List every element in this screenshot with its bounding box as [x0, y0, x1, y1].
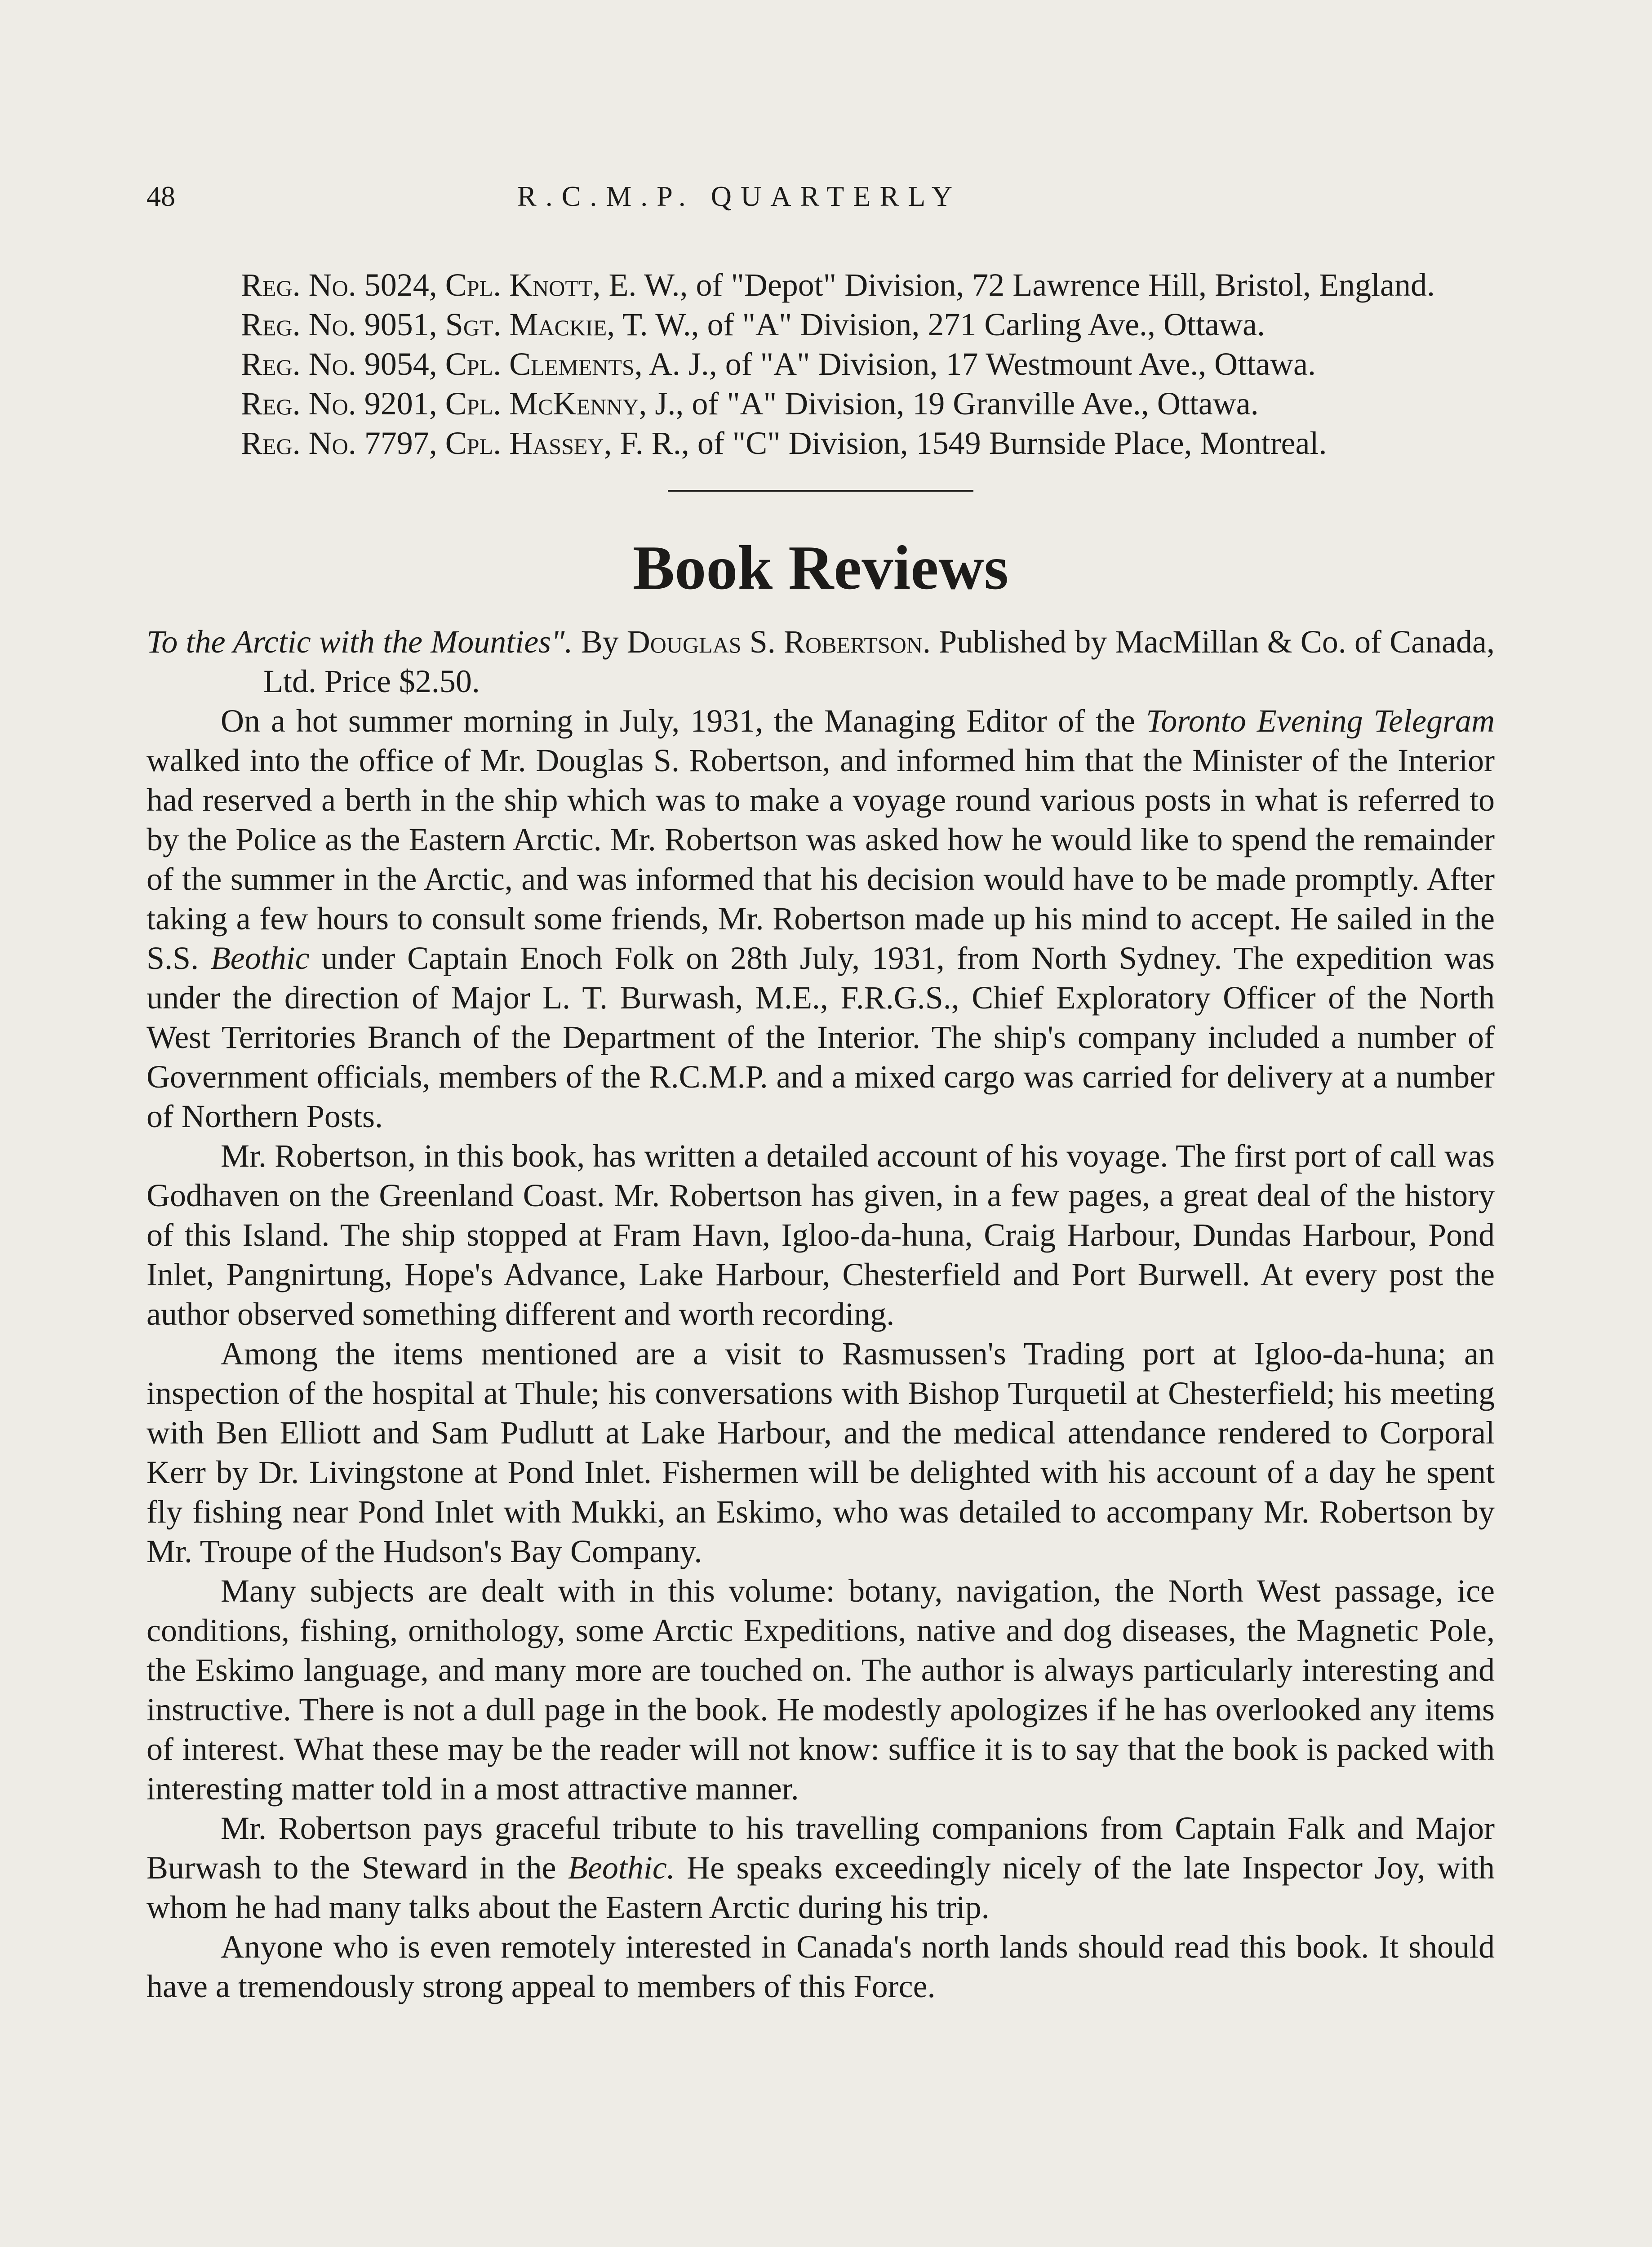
review-paragraph — [147, 701, 1495, 1136]
paragraph-text: On a hot summer morning in July, 1931, the Managing Editor of the — [221, 703, 1146, 739]
book-title: To the Arctic with the Mounties". — [147, 624, 573, 660]
book-author: Douglas S. Robertson. — [626, 624, 931, 660]
personnel-notice — [241, 344, 1495, 384]
notice-details: A. J., of "A" Division, 17 Westmount Ave., Ottawa. — [642, 346, 1316, 382]
review-paragraph — [147, 1808, 1495, 1927]
review-paragraph: Anyone who is even remotely interested in Canada's north lands should read this book. It should have a tremendously strong appeal to members of this Force. — [147, 1929, 1495, 2004]
paragraph-text: He speaks exceedingly nicely of the late Inspector Joy, with whom he had many talks about the Eastern Arctic during his trip. — [147, 1850, 1495, 1925]
ship-name: Beothic. — [568, 1850, 675, 1886]
paragraph-text: Mr. Robertson pays graceful tribute to his travelling companions from Captain Falk and Major Burwash to the Steward in the — [147, 1810, 1495, 1886]
notice-rank-name: Cpl. Hassey, — [445, 425, 612, 461]
notice-reg: Reg. No. 9054, — [241, 346, 437, 382]
notice-reg: Reg. No. 5024, — [241, 267, 437, 303]
review-paragraph: Among the items mentioned are a visit to Rasmussen's Trading port at Igloo-da-huna; an inspection of the hospital at Thule; his conversations with Bishop Turquetil at Chesterfield; his meeting with Ben Elliott and Sam Pudlutt at Lake Harbour, and the medical attendance rendered to Corporal Kerr by Dr. Livingstone at Pond Inlet. Fishermen will be delighted with his account of a day he spent fly fishing near Pond Inlet with Mukki, an Eskimo, who was detailed to accompany Mr. Robertson by Mr. Troupe of the Hudson's Bay Company. — [147, 1336, 1495, 1569]
page-number: 48 — [147, 180, 175, 212]
personnel-notice — [241, 265, 1495, 305]
review-paragraph: Mr. Robertson, in this book, has written a detailed account of his voyage. The first port of call was Godhaven on the Greenland Coast. Mr. Robertson has given, in a few pages, a great deal of the history of this Island. The ship stopped at Fram Havn, Igloo-da-huna, Craig Harbour, Dundas Harbour, Pond Inlet, Pangnirtung, Hope's Advance, Lake Harbour, Chesterfield and Port Burwell. At every post the author observed something different and worth recording. — [147, 1138, 1495, 1332]
personnel-notice — [241, 423, 1495, 463]
section-divider — [668, 490, 973, 492]
notice-details: J., of "A" Division, 19 Granville Ave., Ottawa. — [647, 386, 1259, 422]
review-paragraph: Many subjects are dealt with in this volume: botany, navigation, the North West passage, ice conditions, fishing, ornithology, some Arctic Expeditions, native and dog diseases, the Magnetic Pole, the Eskimo language, and many more are touched on. The author is always particularly interesting and instructive. There is not a dull page in the book. He modestly apologizes if he has overlooked any items of interest. What these may be the reader will not know: suffice it is to say that the book is packed with interesting matter told in a most attractive manner. — [147, 1573, 1495, 1807]
notice-reg: Reg. No. 9201, — [241, 386, 437, 422]
notice-rank-name: Sgt. Mackie, — [445, 306, 615, 342]
notice-details: F. R., of "C" Division, 1549 Burnside Place, Montreal. — [612, 425, 1327, 461]
notice-reg: Reg. No. 7797, — [241, 425, 437, 461]
notice-rank-name: Cpl. Clements, — [445, 346, 643, 382]
notice-rank-name: Cpl. McKenny, — [445, 386, 647, 422]
book-citation — [147, 622, 1495, 701]
personnel-notice — [241, 305, 1495, 344]
notice-details: E. W., of "Depot" Division, 72 Lawrence Hill, Bristol, England. — [600, 267, 1435, 303]
notice-details: T. W., of "A" Division, 271 Carling Ave., Ottawa. — [615, 306, 1265, 342]
journal-title: R.C.M.P. QUARTERLY — [517, 180, 962, 212]
notice-rank-name: Cpl. Knott, — [445, 267, 601, 303]
paragraph-text: under Captain Enoch Folk on 28th July, 1931, from North Sydney. The expedition was under the direction of Major L. T. Burwash, M.E., F.R.G.S., Chief Exploratory Officer of the North West Territories Branch of the Department of the Interior. The ship's company included a number of Government officials, members of the R.C.M.P. and a mixed cargo was carried for delivery at a number of Northern Posts. — [147, 940, 1495, 1134]
book-publisher: Published by MacMillan & Co. of Canada, Ltd. Price $2.50. — [263, 624, 1495, 699]
ship-name: Beothic — [210, 940, 310, 976]
newspaper-title: Toronto Evening Telegram — [1146, 703, 1495, 739]
running-header — [147, 180, 1504, 229]
citation-by: By — [573, 624, 627, 660]
paragraph-text: walked into the office of Mr. Douglas S. Robertson, and informed him that the Minister of the Interior had reserved a berth in the ship which was to make a voyage round various posts in what is referred to by the Police as the Eastern Arctic. Mr. Robertson was asked how he would like to spend the remainder of the summer in the Arctic, and was informed that his decision would have to be made promptly. After taking a few hours to consult some friends, Mr. Robertson made up his mind to accept. He sailed in the S.S. — [147, 742, 1495, 976]
notice-reg: Reg. No. 9051, — [241, 306, 437, 342]
personnel-notice — [241, 384, 1495, 423]
section-title: Book Reviews — [632, 533, 1009, 603]
page-content — [147, 265, 1495, 2006]
